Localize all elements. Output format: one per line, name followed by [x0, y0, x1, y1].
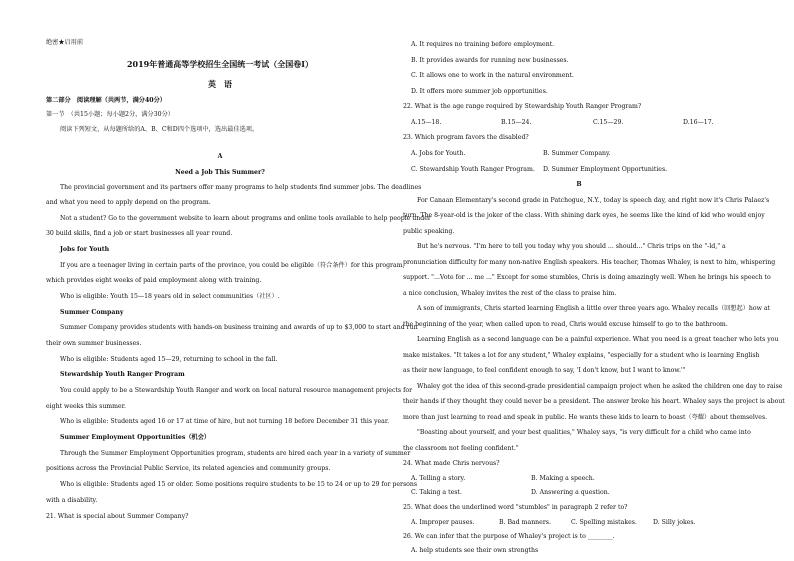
option-23c: C. Stewardship Youth Ranger Program.	[411, 166, 535, 173]
option-25c: C. Spelling mistakes.	[571, 519, 637, 526]
option-21b: B. It provides awards for running new businesses.	[411, 57, 569, 64]
option-25d: D. Silly jokes.	[653, 519, 696, 526]
paragraph-line: The provincial government and its partners offer many programs to help students find summer jobs. The deadlines	[60, 184, 422, 191]
paragraph-line: "Boasting about yourself, and your best qualities," Whaley says, "is very difficult for a child who came into	[417, 429, 751, 436]
option-22a: A.15—18.	[411, 119, 442, 126]
eligibility-line: Who is eligible: Students aged 16 or 17 at time of hire, but not turning 18 before December 31 this year.	[60, 418, 390, 425]
option-24b: B. Making a speech.	[531, 475, 595, 482]
paragraph-line: A son of immigrants, Chris started learning English a little over three years ago. Whaley recalls（回想起）how at	[417, 305, 771, 312]
paragraph-line: 30 build skills, find a job or start businesses all year round.	[46, 230, 233, 237]
paragraph-line: the classroom not feeling confident."	[403, 445, 519, 452]
paragraph-line: their hands if they thought they could never be a president. The answer broke his heart. Whaley says the project is about	[403, 398, 785, 405]
passage-title: Need a Job This Summer?	[175, 169, 265, 176]
question-21: 21. What is special about Summer Company?	[46, 513, 189, 520]
paragraph-line: eight weeks this summer.	[46, 403, 126, 410]
instruction-text: 阅读下列短文，从每题所给的A、B、C和D四个选项中，选出最佳选项。	[60, 126, 259, 133]
paragraph-line: a nice conclusion, Whaley invites the rest of the class to praise him.	[403, 290, 617, 297]
paragraph-line: which provides eight weeks of paid employment along with training.	[46, 277, 262, 284]
option-22b: B.15—24.	[501, 119, 532, 126]
paragraph-line: turn. The 8-year-old is the joker of the class. With shining dark eyes, he seems like the kind of kid who would enjoy	[403, 212, 765, 219]
passage-letter: B	[576, 181, 582, 188]
eligibility-line: Who is eligible: Youth 15—18 years old in select communities（社区）.	[60, 293, 280, 300]
option-22d: D.16—17.	[683, 119, 714, 126]
option-21a: A. It requires no training before employment.	[411, 41, 555, 48]
eligibility-line: Who is eligible: Students aged 15—29, returning to school in the fall.	[60, 356, 278, 363]
part-heading: 第二部分 阅读理解（共两节，满分40分）	[46, 97, 166, 104]
paragraph-line: Through the Summer Employment Opportunities program, students are hired each year in a variety of summer	[60, 450, 411, 457]
program-heading: Stewardship Youth Ranger Program	[60, 371, 185, 378]
paragraph-line: For Canaan Elementary's second grade in Patchogue, N.Y., today is speech day, and right now it's Chris Palaez's	[417, 197, 770, 204]
paragraph-line: Learning English as a second language can be a painful experience. What you need is a great teacher who lets you	[417, 336, 779, 343]
option-24a: A. Telling a story.	[411, 475, 466, 482]
option-26a: A. help students see their own strengths	[411, 547, 539, 554]
program-heading: Summer Company	[60, 309, 124, 316]
paragraph-line: public speaking.	[403, 228, 455, 235]
program-heading: Jobs for Youth	[60, 246, 110, 253]
paragraph-line: positions across the Provincial Public Service, its related agencies and community groups.	[46, 465, 331, 472]
paragraph-line: If you are a teenager living in certain parts of the province, you could be eligible（符合条件）for this program,	[60, 262, 405, 269]
option-24c: C. Taking a test.	[411, 489, 462, 496]
option-23d: D. Summer Employment Opportunities.	[543, 166, 668, 173]
paragraph-line: Whaley got the idea of this second-grade presidential campaign project when he asked the children one day to raise	[417, 383, 783, 390]
passage-letter: A	[217, 153, 223, 160]
paragraph-line: the beginning of the year, when called upon to read, Chris would excuse himself to go to the bathroom.	[403, 321, 728, 328]
question-24: 24. What made Chris nervous?	[403, 460, 500, 467]
secret-label: 绝密★启用前	[46, 39, 84, 46]
paragraph-line: with a disability.	[46, 497, 98, 504]
question-22: 22. What is the age range required by Stewardship Youth Ranger Program?	[403, 103, 642, 110]
option-23a: A. Jobs for Youth.	[411, 150, 466, 157]
paragraph-line: Not a student? Go to the government website to learn about programs and online tools available to help people under	[60, 215, 431, 222]
paragraph-line: make mistakes. "It takes a lot for any student," Whaley explains, "especially for a student who is learning English	[403, 352, 760, 359]
option-22c: C.15—29.	[593, 119, 624, 126]
option-24d: D. Answering a question.	[531, 489, 610, 496]
option-25a: A. Improper pauses.	[411, 519, 475, 526]
option-25b: B. Bad manners.	[499, 519, 551, 526]
option-21d: D. It offers more summer job opportunities.	[411, 88, 548, 95]
question-23: 23. Which program favors the disabled?	[403, 134, 529, 141]
eligibility-line: Who is eligible: Students aged 15 or older. Some positions require students to be 15 to 24 or up to 29 for persons	[60, 481, 418, 488]
paragraph-line: You could apply to be a Stewardship Youth Ranger and work on local natural resource management projects for	[60, 387, 413, 394]
paragraph-line: support. "...Vote for ... me ..." Except for some stumbles, Chris is doing amazingly well. When he brings his speech to	[403, 274, 771, 281]
program-heading: Summer Employment Opportunities（机会）	[60, 434, 211, 441]
question-26: 26. We can infer that the purpose of Whaley's project is to ________.	[403, 533, 615, 540]
subject-title: 英 语	[208, 79, 232, 89]
paragraph-line: But he's nervous. "I'm here to tell you today why you should ... should..." Chris trips on the "-ld," a	[417, 243, 726, 250]
paragraph-line: pronunciation difficulty for many non-native English speakers. His teacher, Thomas Whaley, is next to him, whispering	[403, 259, 776, 266]
exam-title: 2019年普通高等学校招生全国统一考试（全国卷Ⅰ）	[126, 59, 313, 69]
option-23b: B. Summer Company.	[543, 150, 611, 157]
paragraph-line: and what you need to apply depend on the program.	[46, 199, 211, 206]
paragraph-line: Summer Company provides students with hands-on business training and awards of up to $3,000 to start and run	[60, 324, 418, 331]
paragraph-line: as their new language, to feel confident enough to say, 'I don't know, but I want to know.'"	[403, 367, 686, 374]
section-heading: 第一节 （共15小题；每小题2分，满分30分）	[46, 111, 174, 118]
paragraph-line: their own summer businesses.	[46, 340, 142, 347]
question-25: 25. What does the underlined word "stumbles" in paragraph 2 refer to?	[403, 504, 628, 511]
paragraph-line: more than just learning to read and speak in public. He wants these kids to learn to boast（夸耀）about themselves.	[403, 414, 768, 421]
option-21c: C. It allows one to work in the natural environment.	[411, 72, 574, 79]
